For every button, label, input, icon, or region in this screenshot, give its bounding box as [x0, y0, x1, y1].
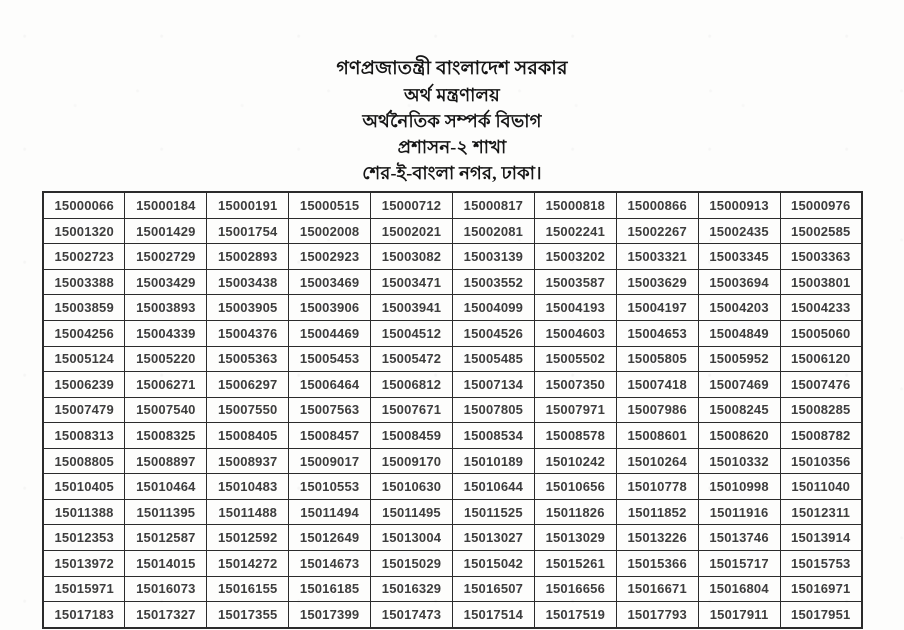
table-cell: 15003139 — [452, 244, 534, 270]
table-row — [43, 192, 862, 218]
table-cell: 15017519 — [534, 602, 616, 628]
table-cell: 15008937 — [207, 448, 289, 474]
table-cell: 15012649 — [289, 525, 371, 551]
table-cell: 15012353 — [43, 525, 125, 551]
table-cell: 15002723 — [43, 244, 125, 270]
table-cell: 15004203 — [698, 295, 780, 321]
table-cell: 15011525 — [452, 499, 534, 525]
table-cell: 15002267 — [616, 218, 698, 244]
header-line-address: শের-ই-বাংলা নগর, ঢাকা। — [362, 163, 542, 183]
table-cell: 15004512 — [371, 321, 453, 347]
table-cell: 15010656 — [534, 474, 616, 500]
table-cell: 15003429 — [125, 269, 207, 295]
table-cell: 15003345 — [698, 244, 780, 270]
table-row — [43, 321, 862, 347]
table-cell: 15011395 — [125, 499, 207, 525]
table-cell: 15007540 — [125, 397, 207, 423]
table-cell: 15013027 — [452, 525, 534, 551]
table-cell: 15004339 — [125, 321, 207, 347]
table-cell: 15004233 — [780, 295, 862, 321]
table-cell: 15013914 — [780, 525, 862, 551]
table-cell: 15004193 — [534, 295, 616, 321]
table-cell: 15003906 — [289, 295, 371, 321]
id-number-table-container — [42, 191, 863, 629]
table-cell: 15000515 — [289, 192, 371, 218]
table-cell: 15004376 — [207, 321, 289, 347]
table-cell: 15003552 — [452, 269, 534, 295]
table-cell: 15017951 — [780, 602, 862, 628]
table-cell: 15014015 — [125, 550, 207, 576]
table-cell: 15010356 — [780, 448, 862, 474]
table-cell: 15015717 — [698, 550, 780, 576]
table-cell: 15004849 — [698, 321, 780, 347]
table-cell: 15011488 — [207, 499, 289, 525]
table-cell: 15005220 — [125, 346, 207, 372]
table-row — [43, 550, 862, 576]
header-line-ministry: অর্থ মন্ত্রণালয় — [404, 85, 500, 105]
table-cell: 15002729 — [125, 244, 207, 270]
table-cell: 15002241 — [534, 218, 616, 244]
table-row — [43, 576, 862, 602]
table-cell: 15011040 — [780, 474, 862, 500]
table-cell: 15008285 — [780, 397, 862, 423]
table-cell: 15003471 — [371, 269, 453, 295]
table-cell: 15007476 — [780, 372, 862, 398]
table-cell: 15011494 — [289, 499, 371, 525]
table-cell: 15006297 — [207, 372, 289, 398]
table-cell: 15005363 — [207, 346, 289, 372]
table-cell: 15013226 — [616, 525, 698, 551]
table-cell: 15000866 — [616, 192, 698, 218]
table-cell: 15005805 — [616, 346, 698, 372]
table-cell: 15007479 — [43, 397, 125, 423]
table-cell: 15007350 — [534, 372, 616, 398]
table-cell: 15013029 — [534, 525, 616, 551]
table-cell: 15016656 — [534, 576, 616, 602]
table-cell: 15017473 — [371, 602, 453, 628]
table-cell: 15004526 — [452, 321, 534, 347]
id-number-table — [42, 191, 863, 629]
table-cell: 15003694 — [698, 269, 780, 295]
table-cell: 15015029 — [371, 550, 453, 576]
table-cell: 15002585 — [780, 218, 862, 244]
table-cell: 15007563 — [289, 397, 371, 423]
table-cell: 15005485 — [452, 346, 534, 372]
table-cell: 15008459 — [371, 423, 453, 449]
table-cell: 15011916 — [698, 499, 780, 525]
table-cell: 15000184 — [125, 192, 207, 218]
document-header — [0, 56, 904, 186]
table-row — [43, 269, 862, 295]
table-cell: 15010644 — [452, 474, 534, 500]
table-cell: 15010778 — [616, 474, 698, 500]
table-cell: 15017355 — [207, 602, 289, 628]
table-cell: 15007805 — [452, 397, 534, 423]
table-row — [43, 218, 862, 244]
table-row — [43, 295, 862, 321]
table-cell: 15012587 — [125, 525, 207, 551]
table-cell: 15011495 — [371, 499, 453, 525]
table-cell: 15007469 — [698, 372, 780, 398]
table-cell: 15008578 — [534, 423, 616, 449]
table-cell: 15000191 — [207, 192, 289, 218]
table-row — [43, 346, 862, 372]
table-cell: 15016971 — [780, 576, 862, 602]
table-cell: 15016155 — [207, 576, 289, 602]
table-cell: 15010998 — [698, 474, 780, 500]
table-cell: 15015261 — [534, 550, 616, 576]
table-cell: 15010189 — [452, 448, 534, 474]
table-cell: 15006120 — [780, 346, 862, 372]
table-cell: 15010264 — [616, 448, 698, 474]
table-cell: 15002435 — [698, 218, 780, 244]
table-row — [43, 372, 862, 398]
table-cell: 15006812 — [371, 372, 453, 398]
table-cell: 15016073 — [125, 576, 207, 602]
table-cell: 15007418 — [616, 372, 698, 398]
table-cell: 15003905 — [207, 295, 289, 321]
table-row — [43, 525, 862, 551]
table-row — [43, 499, 862, 525]
table-cell: 15008805 — [43, 448, 125, 474]
table-cell: 15016804 — [698, 576, 780, 602]
table-cell: 15004197 — [616, 295, 698, 321]
table-cell: 15008325 — [125, 423, 207, 449]
table-cell: 15008620 — [698, 423, 780, 449]
table-cell: 15001320 — [43, 218, 125, 244]
table-cell: 15008601 — [616, 423, 698, 449]
table-cell: 15017514 — [452, 602, 534, 628]
header-line-government: গণপ্রজাতন্ত্রী বাংলাদেশ সরকার — [336, 58, 568, 79]
table-cell: 15003893 — [125, 295, 207, 321]
table-cell: 15004603 — [534, 321, 616, 347]
table-cell: 15007134 — [452, 372, 534, 398]
table-cell: 15007550 — [207, 397, 289, 423]
table-cell: 15010630 — [371, 474, 453, 500]
table-cell: 15003941 — [371, 295, 453, 321]
table-cell: 15005952 — [698, 346, 780, 372]
table-cell: 15000712 — [371, 192, 453, 218]
table-cell: 15000817 — [452, 192, 534, 218]
table-cell: 15000066 — [43, 192, 125, 218]
table-cell: 15015042 — [452, 550, 534, 576]
table-row — [43, 602, 862, 628]
header-line-branch: প্রশাসন-২ শাখা — [397, 137, 507, 157]
table-cell: 15006464 — [289, 372, 371, 398]
table-cell: 15008245 — [698, 397, 780, 423]
table-row — [43, 423, 862, 449]
numbers-table-body — [43, 192, 862, 628]
table-cell: 15008782 — [780, 423, 862, 449]
table-cell: 15003321 — [616, 244, 698, 270]
table-row — [43, 397, 862, 423]
table-cell: 15012592 — [207, 525, 289, 551]
table-cell: 15005124 — [43, 346, 125, 372]
table-cell: 15017327 — [125, 602, 207, 628]
table-cell: 15008534 — [452, 423, 534, 449]
table-cell: 15015366 — [616, 550, 698, 576]
table-cell: 15010553 — [289, 474, 371, 500]
table-cell: 15008313 — [43, 423, 125, 449]
table-cell: 15010332 — [698, 448, 780, 474]
table-cell: 15007986 — [616, 397, 698, 423]
table-cell: 15003202 — [534, 244, 616, 270]
table-cell: 15016329 — [371, 576, 453, 602]
table-cell: 15012311 — [780, 499, 862, 525]
table-cell: 15005060 — [780, 321, 862, 347]
table-cell: 15009170 — [371, 448, 453, 474]
table-cell: 15014673 — [289, 550, 371, 576]
table-cell: 15002081 — [452, 218, 534, 244]
table-cell: 15016671 — [616, 576, 698, 602]
table-cell: 15003629 — [616, 269, 698, 295]
table-cell: 15015971 — [43, 576, 125, 602]
table-cell: 15010464 — [125, 474, 207, 500]
table-cell: 15010405 — [43, 474, 125, 500]
table-cell: 15008457 — [289, 423, 371, 449]
table-cell: 15000976 — [780, 192, 862, 218]
table-row — [43, 474, 862, 500]
table-cell: 15004653 — [616, 321, 698, 347]
table-cell: 15003438 — [207, 269, 289, 295]
table-cell: 15005502 — [534, 346, 616, 372]
table-cell: 15010483 — [207, 474, 289, 500]
table-cell: 15000818 — [534, 192, 616, 218]
table-cell: 15014272 — [207, 550, 289, 576]
table-cell: 15013004 — [371, 525, 453, 551]
table-cell: 15005472 — [371, 346, 453, 372]
table-cell: 15011852 — [616, 499, 698, 525]
table-cell: 15017793 — [616, 602, 698, 628]
table-cell: 15017399 — [289, 602, 371, 628]
table-cell: 15017911 — [698, 602, 780, 628]
table-cell: 15009017 — [289, 448, 371, 474]
table-cell: 15002008 — [289, 218, 371, 244]
table-cell: 15015753 — [780, 550, 862, 576]
table-cell: 15006271 — [125, 372, 207, 398]
table-cell: 15007971 — [534, 397, 616, 423]
table-cell: 15003469 — [289, 269, 371, 295]
table-cell: 15003587 — [534, 269, 616, 295]
table-cell: 15002021 — [371, 218, 453, 244]
table-cell: 15007671 — [371, 397, 453, 423]
table-cell: 15008405 — [207, 423, 289, 449]
table-cell: 15004469 — [289, 321, 371, 347]
table-cell: 15004256 — [43, 321, 125, 347]
table-cell: 15016185 — [289, 576, 371, 602]
table-cell: 15002923 — [289, 244, 371, 270]
table-cell: 15003363 — [780, 244, 862, 270]
table-cell: 15003859 — [43, 295, 125, 321]
table-cell: 15013972 — [43, 550, 125, 576]
table-cell: 15006239 — [43, 372, 125, 398]
header-line-division: অর্থনৈতিক সম্পর্ক বিভাগ — [362, 111, 542, 131]
table-row — [43, 244, 862, 270]
table-cell: 15001754 — [207, 218, 289, 244]
table-cell: 15011826 — [534, 499, 616, 525]
table-cell: 15000913 — [698, 192, 780, 218]
table-cell: 15002893 — [207, 244, 289, 270]
table-cell: 15004099 — [452, 295, 534, 321]
table-cell: 15017183 — [43, 602, 125, 628]
table-cell: 15011388 — [43, 499, 125, 525]
table-cell: 15003388 — [43, 269, 125, 295]
table-cell: 15008897 — [125, 448, 207, 474]
table-row — [43, 448, 862, 474]
table-cell: 15005453 — [289, 346, 371, 372]
table-cell: 15010242 — [534, 448, 616, 474]
table-cell: 15003082 — [371, 244, 453, 270]
table-cell: 15016507 — [452, 576, 534, 602]
table-cell: 15001429 — [125, 218, 207, 244]
table-cell: 15013746 — [698, 525, 780, 551]
table-cell: 15003801 — [780, 269, 862, 295]
